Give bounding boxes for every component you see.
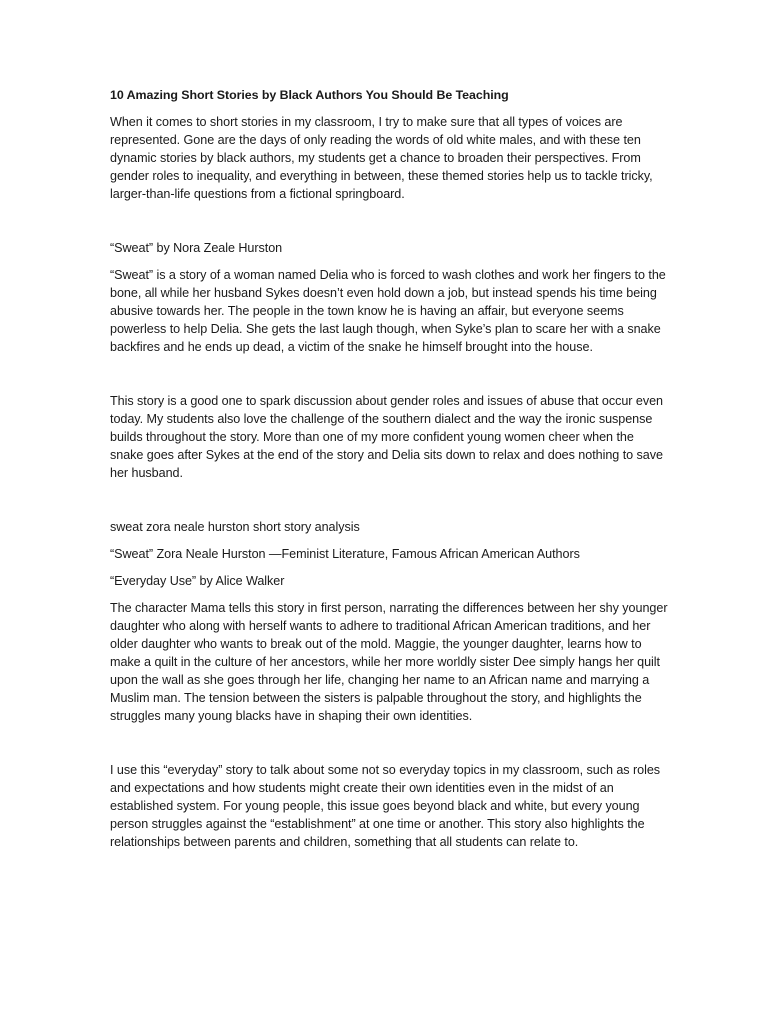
document-title: 10 Amazing Short Stories by Black Authors You Should Be Teaching: [110, 88, 509, 102]
image-caption-1: sweat zora neale hurston short story analysis: [110, 520, 360, 534]
intro-paragraph: When it comes to short stories in my classroom, I try to make sure that all types of voices are represented. Gone are the days of only reading the words of old white males, and with these ten dynamic stories by black authors, my students get a chance to broaden their perspectives. From gender roles to inequality, and everything in between, these themed stories help us to tackle tricky, larger-than-life questions from a fictional springboard.: [110, 115, 653, 201]
story1-discussion: This story is a good one to spark discussion about gender roles and issues of abuse that occur even today. My students also love the challenge of the southern dialect and the way the ironic suspense builds throughout the story. More than one of my more confident young women cheer when the snake goes after Sykes at the end of the story and Delia sits down to relax and does nothing to save her husband.: [110, 394, 664, 480]
story2-discussion: I use this “everyday” story to talk about some not so everyday topics in my classroom, such as roles and expectations and how students might create their own identities even in the midst of an established system. For young people, this issue goes beyond black and white, but every young person struggles against the “establishment” at one time or another. This story also highlights the relationships between parents and children, something that all students can relate to.: [110, 763, 661, 849]
image-caption-2: “Sweat” Zora Neale Hurston —Feminist Literature, Famous African American Authors: [110, 547, 580, 561]
story2-summary: The character Mama tells this story in first person, narrating the differences between her shy younger daughter who along with herself wants to adhere to traditional African American traditions, and her older daughter who wants to break out of the mold. Maggie, the younger daughter, learns how to make a quilt in the culture of her ancestors, while her more worldly sister Dee simply hangs her quilt upon the wall as she goes through her life, changing her name to an African name and marrying a Muslim man. The tension between the sisters is palpable throughout the story, and highlights the struggles many young blacks have in shaping their own identities.: [110, 601, 668, 723]
document-page: [110, 86, 670, 860]
story2-heading: “Everyday Use” by Alice Walker: [110, 574, 285, 588]
story1-heading: “Sweat” by Nora Zeale Hurston: [110, 241, 283, 255]
story1-summary: “Sweat” is a story of a woman named Delia who is forced to wash clothes and work her fingers to the bone, all while her husband Sykes doesn’t even hold down a job, but instead spends his time being abusive towards her. The people in the town know he is having an affair, but everyone seems powerless to help Delia. She gets the last laugh though, when Syke’s plan to scare her with a snake backfires and he ends up dead, a victim of the snake he himself brought into the house.: [110, 268, 666, 354]
